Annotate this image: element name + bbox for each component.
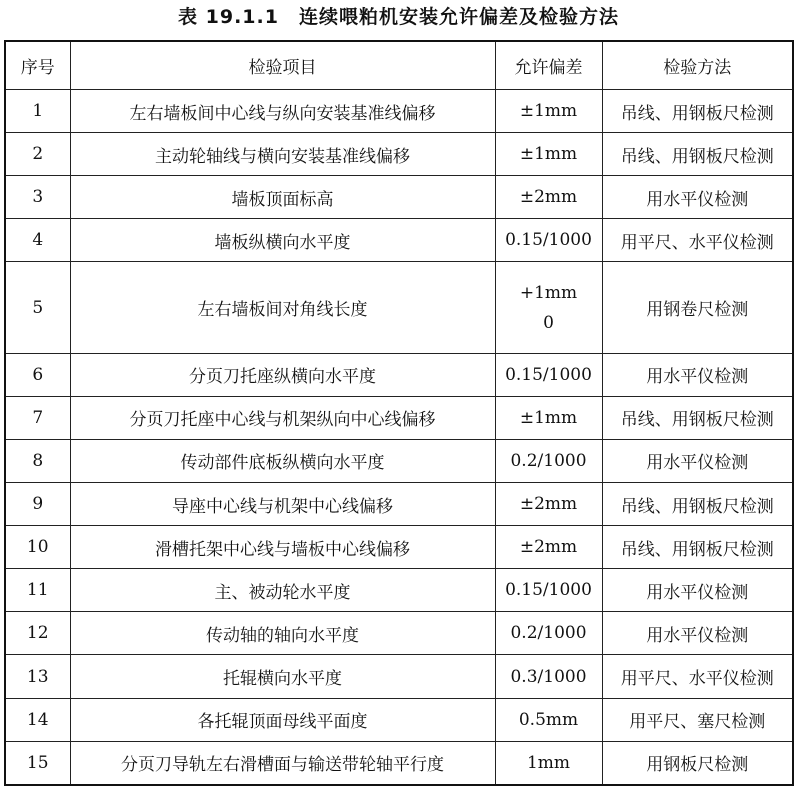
row-method: 用平尺、塞尺检测: [602, 698, 793, 741]
table-row: [5, 526, 793, 569]
table-row: [5, 439, 793, 482]
row-item: 传动部件底板纵横向水平度: [70, 439, 495, 482]
row-method: 用钢卷尺检测: [602, 262, 793, 353]
inspection-table: [4, 40, 794, 786]
row-method: 用水平仪检测: [602, 612, 793, 655]
row-no: 14: [5, 698, 70, 741]
row-item: 左右墙板间中心线与纵向安装基准线偏移: [70, 90, 495, 133]
row-tolerance: ±2mm: [495, 176, 602, 219]
table-row: [5, 698, 793, 741]
row-item: 分页刀托座纵横向水平度: [70, 353, 495, 396]
row-no: 2: [5, 133, 70, 176]
row-no: 10: [5, 526, 70, 569]
row-item: 滑槽托架中心线与墙板中心线偏移: [70, 526, 495, 569]
row-method: 用水平仪检测: [602, 569, 793, 612]
row-tolerance: 0.2/1000: [495, 612, 602, 655]
row-method: 用平尺、水平仪检测: [602, 655, 793, 698]
row-method: 用钢板尺检测: [602, 741, 793, 785]
row-tolerance: 1mm: [495, 741, 602, 785]
row-no: 4: [5, 219, 70, 262]
row-item: 托辊横向水平度: [70, 655, 495, 698]
table-row: [5, 483, 793, 526]
row-item: 分页刀托座中心线与机架纵向中心线偏移: [70, 396, 495, 439]
header-item: 检验项目: [70, 41, 495, 90]
table-row: [5, 396, 793, 439]
table-row: [5, 741, 793, 785]
table-row: [5, 353, 793, 396]
table-row: [5, 569, 793, 612]
row-no: 11: [5, 569, 70, 612]
row-tolerance: ±1mm: [495, 396, 602, 439]
row-method: 用水平仪检测: [602, 176, 793, 219]
row-tolerance: 0.2/1000: [495, 439, 602, 482]
row-item: 各托辊顶面母线平面度: [70, 698, 495, 741]
table-row: [5, 176, 793, 219]
row-no: 13: [5, 655, 70, 698]
row-item: 导座中心线与机架中心线偏移: [70, 483, 495, 526]
row-tolerance: [495, 262, 602, 353]
row-no: 6: [5, 353, 70, 396]
header-method: 检验方法: [602, 41, 793, 90]
row-item: 主动轮轴线与横向安装基准线偏移: [70, 133, 495, 176]
row-no: 7: [5, 396, 70, 439]
row-no: 15: [5, 741, 70, 785]
row-method: 用水平仪检测: [602, 353, 793, 396]
table-row: [5, 262, 793, 353]
row-tolerance: 0.15/1000: [495, 353, 602, 396]
header-tolerance: 允许偏差: [495, 41, 602, 90]
row-no: 5: [5, 262, 70, 353]
row-item: 墙板顶面标高: [70, 176, 495, 219]
row-tolerance: 0.15/1000: [495, 569, 602, 612]
row-no: 8: [5, 439, 70, 482]
table-row: [5, 219, 793, 262]
table-row: [5, 612, 793, 655]
row-method: 用平尺、水平仪检测: [602, 219, 793, 262]
row-tolerance: 0.15/1000: [495, 219, 602, 262]
row-no: 12: [5, 612, 70, 655]
row-tolerance: 0.3/1000: [495, 655, 602, 698]
row-method: 吊线、用钢板尺检测: [602, 133, 793, 176]
header-no: 序号: [5, 41, 70, 90]
row-no: 1: [5, 90, 70, 133]
row-tolerance: ±2mm: [495, 526, 602, 569]
row-no: 3: [5, 176, 70, 219]
row-item: 传动轴的轴向水平度: [70, 612, 495, 655]
table-row: [5, 133, 793, 176]
header-row: [5, 41, 793, 90]
table-row: [5, 655, 793, 698]
row-tolerance: ±1mm: [495, 133, 602, 176]
table-title: 表 19.1.1 连续喂粕机安装允许偏差及检验方法: [178, 6, 619, 28]
row-item: 分页刀导轨左右滑槽面与输送带轮轴平行度: [70, 741, 495, 785]
row-item: 墙板纵横向水平度: [70, 219, 495, 262]
row-tolerance: ±1mm: [495, 90, 602, 133]
row-method: 吊线、用钢板尺检测: [602, 483, 793, 526]
row-no: 9: [5, 483, 70, 526]
row-item: 左右墙板间对角线长度: [70, 262, 495, 353]
row-tolerance: ±2mm: [495, 483, 602, 526]
row-tolerance: 0.5mm: [495, 698, 602, 741]
tolerance-lower: 0: [543, 312, 554, 333]
tolerance-upper: +1mm: [519, 282, 578, 303]
row-method: 用水平仪检测: [602, 439, 793, 482]
row-item: 主、被动轮水平度: [70, 569, 495, 612]
row-method: 吊线、用钢板尺检测: [602, 396, 793, 439]
table-row: [5, 90, 793, 133]
row-method: 吊线、用钢板尺检测: [602, 526, 793, 569]
row-method: 吊线、用钢板尺检测: [602, 90, 793, 133]
